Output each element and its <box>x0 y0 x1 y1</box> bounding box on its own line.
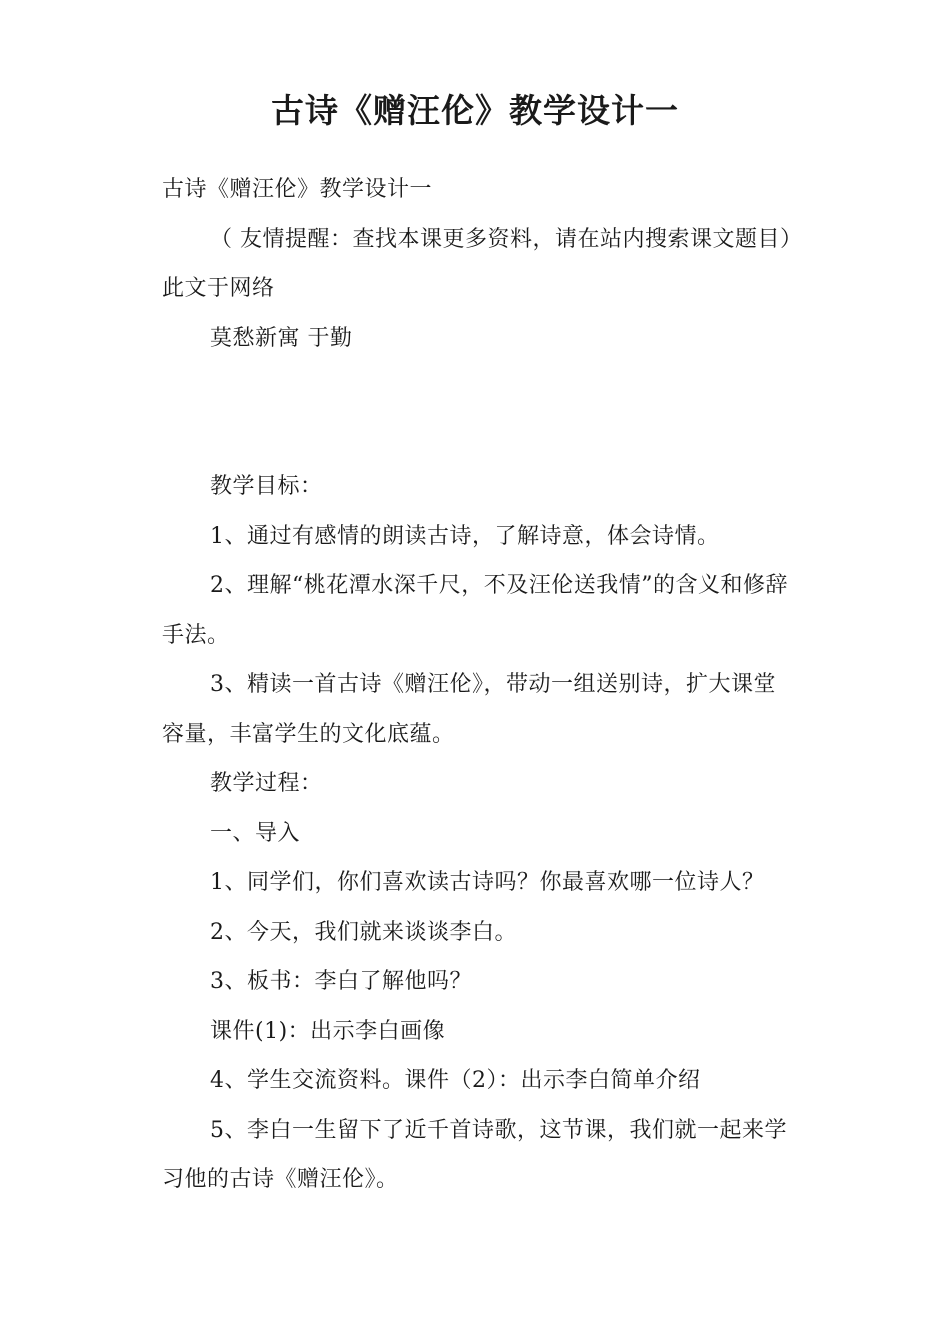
step-item-courseware-1: 课件(1)：出示李白画像 <box>210 1018 446 1044</box>
step-item-5: 5、李白一生留下了近千首诗歌，这节课，我们就一起来学习他的古诗《赠汪伦》。 <box>162 1117 787 1192</box>
notice-paragraph: （ 友情提醒：查找本课更多资料，请在站内搜索课文题目）此文于网络 <box>162 226 792 301</box>
author-line: 莫愁新寓 于勤 <box>210 325 353 351</box>
step-item-3: 3、板书：李白了解他吗？ <box>210 969 472 994</box>
goals-heading: 教学目标： <box>210 474 323 499</box>
step-item-4: 4、学生交流资料。课件（2）：出示李白简单介绍 <box>210 1068 701 1093</box>
section-1-heading: 一、导入 <box>210 820 301 846</box>
document-subtitle: 古诗《赠汪伦》教学设计一 <box>162 177 433 202</box>
process-heading: 教学过程： <box>210 771 323 796</box>
goal-item-2: 2、理解“桃花潭水深千尺，不及汪伦送我情”的含义和修辞手法。 <box>162 573 788 648</box>
document-title: 古诗《赠汪伦》教学设计一 <box>271 91 679 130</box>
blank-spacer <box>162 363 792 462</box>
step-item-1: 1、同学们，你们喜欢读古诗吗？你最喜欢哪一位诗人？ <box>210 870 765 895</box>
step-item-2: 2、今天，我们就来谈谈李白。 <box>210 919 517 945</box>
goal-item-1: 1、通过有感情的朗读古诗，了解诗意，体会诗情。 <box>210 523 720 549</box>
goal-item-3: 3、精读一首古诗《赠汪伦》，带动一组送别诗，扩大课堂容量，丰富学生的文化底蕴。 <box>162 672 776 747</box>
document-body <box>162 165 792 1205</box>
